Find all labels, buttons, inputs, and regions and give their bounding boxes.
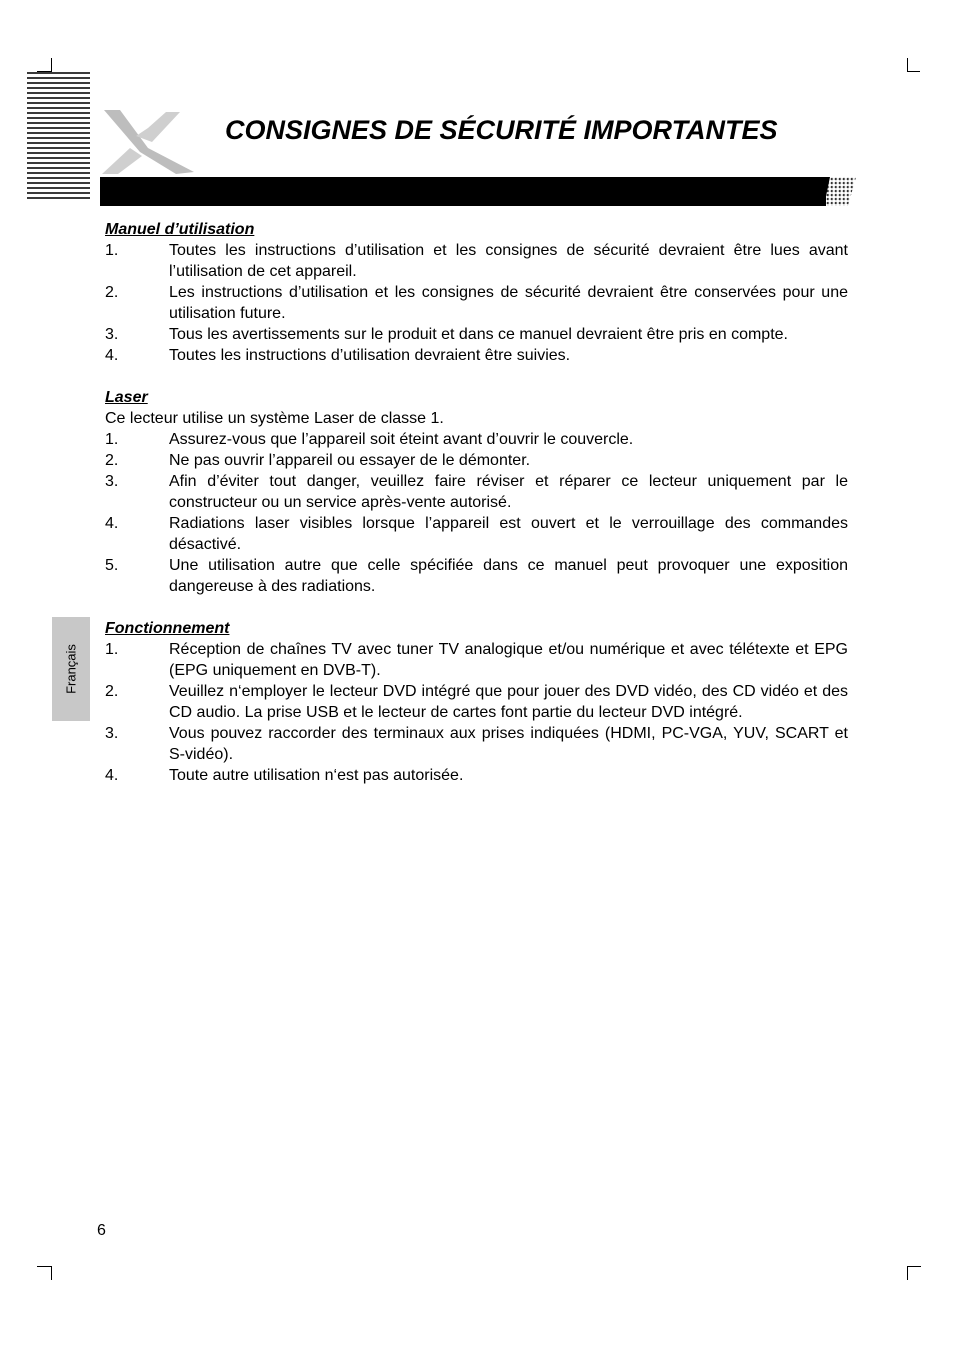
list-item [105, 555, 848, 597]
item-number: 1. [105, 641, 119, 658]
list-item [105, 450, 848, 471]
item-number: 3. [105, 473, 119, 490]
item-text: Veuillez n‘employer le lecteur DVD intégré que pour jouer des DVD vidéo, des CD vidéo et des CD audio. La prise USB et le lecteur de cartes font partie du lecteur DVD intégré. [169, 683, 848, 721]
section-fonctionnement [105, 618, 848, 786]
section-heading: Fonctionnement [105, 620, 230, 637]
language-tab [52, 617, 90, 721]
item-number: 2. [105, 683, 119, 700]
section-heading: Manuel d’utilisation [105, 221, 255, 238]
list-item [105, 282, 848, 324]
item-number: 2. [105, 284, 119, 301]
crop-mark-top-right [907, 71, 920, 72]
item-text: Toutes les instructions d’utilisation devraient être suivies. [169, 347, 571, 364]
item-number: 4. [105, 767, 119, 784]
section-manuel-utilisation [105, 219, 848, 366]
list-item [105, 471, 848, 513]
crop-mark-top-left [51, 58, 52, 72]
list-item [105, 345, 848, 366]
page-title: CONSIGNES DE SÉCURITÉ IMPORTANTES [225, 115, 778, 145]
item-number: 4. [105, 515, 119, 532]
item-number: 5. [105, 557, 119, 574]
header-bar [100, 177, 826, 206]
list-item [105, 240, 848, 282]
item-text: Radiations laser visibles lorsque l’appareil est ouvert et le verrouillage des commandes désactivé. [169, 515, 848, 553]
section-intro: Ce lecteur utilise un système Laser de classe 1. [105, 410, 444, 427]
numbered-list [105, 639, 848, 786]
numbered-list [105, 429, 848, 597]
item-text: Tous les avertissements sur le produit et dans ce manuel devraient être pris en compte. [169, 326, 788, 343]
item-text: Les instructions d’utilisation et les consignes de sécurité devraient être conservées pour une utilisation future. [169, 284, 848, 322]
crop-mark-bottom-left [51, 1266, 52, 1280]
item-text: Réception de chaînes TV avec tuner TV analogique et/ou numérique et avec télétexte et EPG (EPG uniquement en DVB-T). [169, 641, 848, 679]
page-number: 6 [97, 1222, 106, 1239]
section-heading: Laser [105, 389, 148, 406]
numbered-list [105, 240, 848, 366]
item-text: Assurez-vous que l’appareil soit éteint avant d’ouvrir le couvercle. [169, 431, 634, 448]
item-text: Toutes les instructions d’utilisation et les consignes de sécurité devraient être lues avant l’utilisation de cet appareil. [169, 242, 848, 280]
list-item [105, 681, 848, 723]
item-number: 1. [105, 431, 119, 448]
item-number: 1. [105, 242, 119, 259]
item-text: Toute autre utilisation n‘est pas autorisée. [169, 767, 464, 784]
crop-mark-top-right [907, 58, 908, 72]
item-text: Afin d’éviter tout danger, veuillez faire réviser et réparer ce lecteur uniquement par le constructeur ou un service après-vente autorisé. [169, 473, 848, 511]
crop-mark-bottom-right [907, 1266, 908, 1280]
list-item [105, 639, 848, 681]
list-item [105, 429, 848, 450]
list-item [105, 513, 848, 555]
item-number: 2. [105, 452, 119, 469]
item-number: 3. [105, 725, 119, 742]
list-item [105, 723, 848, 765]
crop-mark-bottom-left [37, 1266, 52, 1267]
language-tab-label: Français [63, 644, 79, 694]
item-number: 3. [105, 326, 119, 343]
main-content [105, 219, 848, 807]
x-brand-logo-icon [96, 108, 196, 178]
list-item [105, 765, 848, 786]
crop-mark-bottom-right [907, 1266, 921, 1267]
section-laser [105, 387, 848, 597]
item-text: Une utilisation autre que celle spécifiée dans ce manuel peut provoquer une exposition dangereuse à des radiations. [169, 557, 848, 595]
header-bar-halftone [818, 177, 856, 206]
header-stripes [27, 72, 90, 200]
item-number: 4. [105, 347, 119, 364]
item-text: Ne pas ouvrir l’appareil ou essayer de le démonter. [169, 452, 531, 469]
list-item [105, 324, 848, 345]
item-text: Vous pouvez raccorder des terminaux aux prises indiquées (HDMI, PC-VGA, YUV, SCART et S-vidéo). [169, 725, 848, 763]
